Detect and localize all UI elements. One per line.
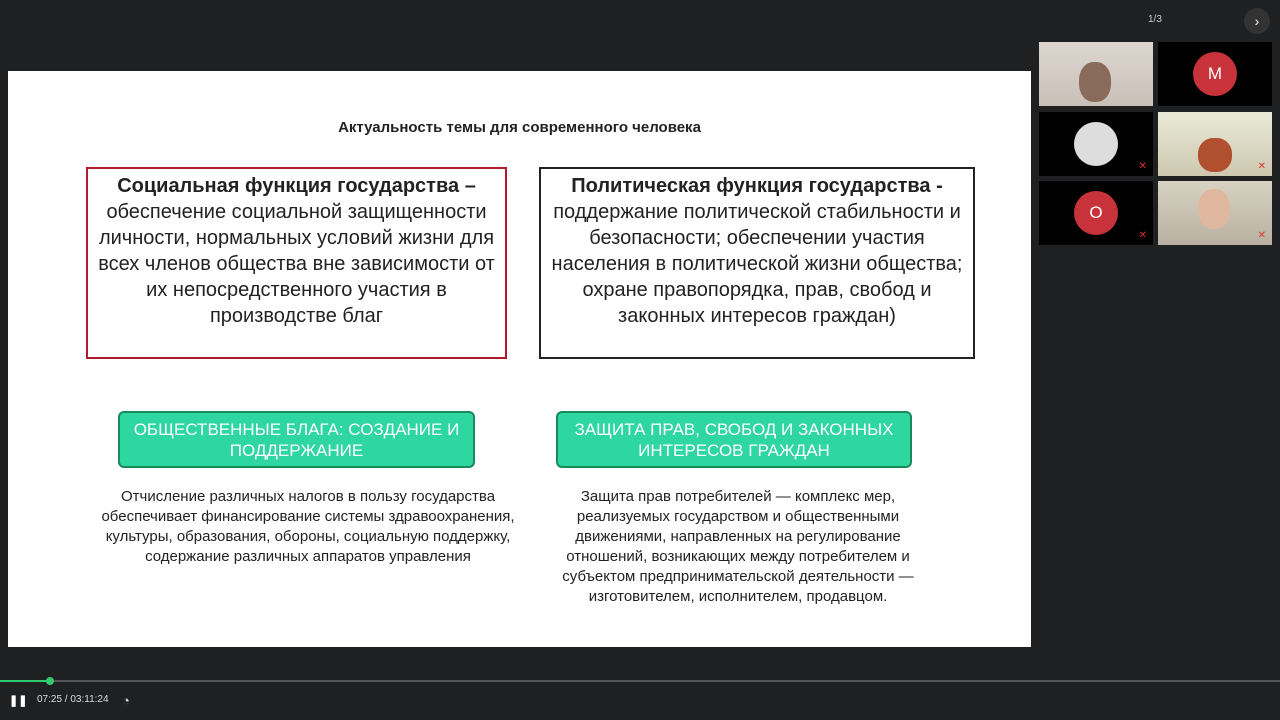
participant-tile-photo[interactable]	[1039, 112, 1153, 176]
participants-page: 1/3	[1148, 14, 1162, 25]
box-text: поддержание политической стабильности и безопасности; обеспечении участия населения в политической жизни общества; охране правопорядка, прав, свобод и законных интересов граждан)	[551, 201, 963, 327]
presentation-slide	[8, 71, 1031, 647]
mic-muted-icon: ✕	[1138, 161, 1147, 172]
box-text: обеспечение социальной защищенности личности, нормальных условий жизни для всех членов общества вне зависимости от их непосредственного участия в производстве благ	[98, 201, 495, 327]
participant-tile-video[interactable]	[1158, 112, 1272, 176]
seek-progress	[0, 680, 50, 682]
consumer-rights-text: Защита прав потребителей — комплекс мер, реализуемых государством и общественными движениями, направленных на регулирование отношений, возникающих между потребителем и субъектом предпринимательской деятельности — изготовителем, исполнителем, продавцом.	[562, 488, 914, 605]
participant-tile-video[interactable]	[1039, 42, 1153, 106]
mic-muted-icon: ✕	[1257, 230, 1266, 241]
participant-tile-video[interactable]	[1158, 181, 1272, 245]
political-function-box	[539, 167, 975, 359]
slide-title: Актуальность темы для современного человека	[338, 119, 701, 136]
box-heading: Социальная функция государства –	[117, 175, 476, 197]
box-heading: Политическая функция государства -	[571, 175, 943, 197]
avatar: M	[1193, 52, 1237, 96]
playback-time: 07:25 / 03:11:24	[37, 694, 109, 705]
next-page-button[interactable]: ›	[1244, 8, 1270, 34]
mic-muted-icon: ✕	[1138, 230, 1147, 241]
rights-protection-label: ЗАЩИТА ПРАВ, СВОБОД И ЗАКОННЫХ ИНТЕРЕСОВ ГРАЖДАН	[556, 411, 912, 468]
public-goods-label: ОБЩЕСТВЕННЫЕ БЛАГА: СОЗДАНИЕ И ПОДДЕРЖАНИЕ	[118, 411, 475, 468]
avatar	[1074, 122, 1118, 166]
taxes-text: Отчисление различных налогов в пользу государства обеспечивает финансирование системы здравоохранения, культуры, образования, обороны, социальную поддержку, содержание различных аппаратов управления	[101, 488, 515, 565]
mic-muted-icon: ✕	[1257, 161, 1266, 172]
playback-speed-icon[interactable]: ◔	[122, 693, 130, 708]
avatar: O	[1074, 191, 1118, 235]
participant-tile-o[interactable]	[1039, 181, 1153, 245]
participant-tile-m[interactable]	[1158, 42, 1272, 106]
seek-handle[interactable]	[46, 677, 54, 685]
seek-bar[interactable]	[0, 680, 1280, 682]
pause-button[interactable]: ❚❚	[9, 695, 28, 707]
social-function-box	[86, 167, 507, 359]
